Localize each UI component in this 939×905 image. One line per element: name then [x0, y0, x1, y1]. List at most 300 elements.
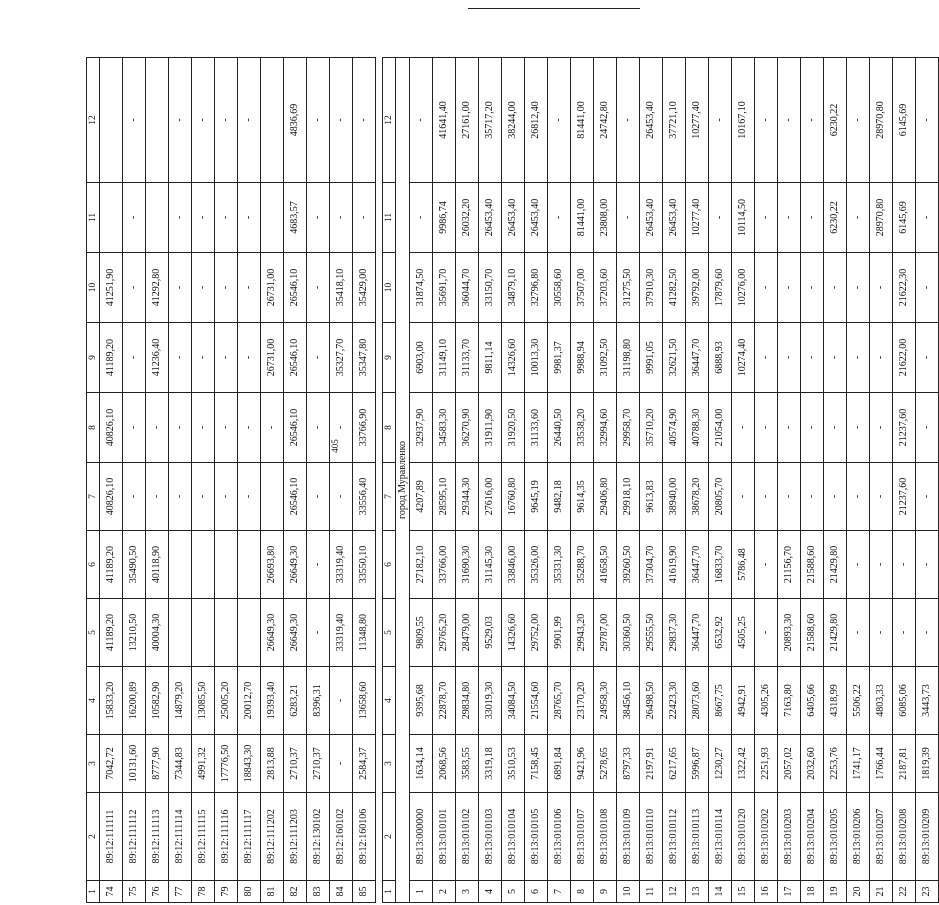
header-cell-2: 2 — [87, 793, 100, 881]
cell-col-2: 89:13:010202 — [755, 793, 778, 881]
cell-col-7: 38940,00 — [663, 463, 686, 531]
cell-col-7: 9614,35 — [571, 463, 594, 531]
cell-col-2: 89:13:010120 — [732, 793, 755, 881]
cell-col-9: 21622,00 — [893, 323, 916, 393]
cell-col-1: 74 — [100, 881, 123, 903]
cell-col-10: 34879,10 — [502, 253, 525, 323]
cell-col-7: 26546,10 — [284, 463, 307, 531]
cell-col-6 — [238, 531, 261, 599]
cell-col-12: - — [778, 58, 801, 183]
cell-col-5: 6532,92 — [709, 599, 732, 667]
cell-col-6: 31145,30 — [479, 531, 502, 599]
cell-col-2: 89:13:010109 — [617, 793, 640, 881]
cell-col-9: 6888,93 — [709, 323, 732, 393]
cell-col-2: 89:12:111203 — [284, 793, 307, 881]
cell-col-2: 89:12:111202 — [261, 793, 284, 881]
cell-col-9: - — [192, 323, 215, 393]
cell-col-9: 9811,14 — [479, 323, 502, 393]
cell-col-5: 29765,20 — [433, 599, 456, 667]
cell-col-12: 81441,00 — [571, 58, 594, 183]
cell-col-6: - — [870, 531, 893, 599]
cell-col-11: 10277,40 — [686, 183, 709, 253]
cell-col-8: - — [801, 393, 824, 463]
section-gap-cell — [376, 58, 383, 903]
table-row — [502, 58, 525, 903]
cell-col-11: 26453,40 — [525, 183, 548, 253]
cell-col-6: - — [847, 531, 870, 599]
cell-col-6 — [215, 531, 238, 599]
cell-col-10: 21622,30 — [893, 253, 916, 323]
cell-col-1: 79 — [215, 881, 238, 903]
cell-col-12: 38244,00 — [502, 58, 525, 183]
cell-col-1: 14 — [709, 881, 732, 903]
cell-col-9: - — [215, 323, 238, 393]
cell-col-5: - — [893, 599, 916, 667]
cell-col-4: 38456,10 — [617, 667, 640, 735]
cell-col-9: - — [778, 323, 801, 393]
cell-col-4: 7163,80 — [778, 667, 801, 735]
cell-col-11: 26453,40 — [479, 183, 502, 253]
header-cell-11: 11 — [87, 183, 100, 253]
table-row — [594, 58, 617, 903]
cell-col-1: 1 — [410, 881, 433, 903]
cell-col-1: 4 — [479, 881, 502, 903]
cell-col-2: 89:13:010204 — [801, 793, 824, 881]
cell-col-12: - — [307, 58, 330, 183]
cell-col-10: 41282,50 — [663, 253, 686, 323]
cell-col-5: 4505,25 — [732, 599, 755, 667]
cell-col-3: 5278,65 — [594, 735, 617, 793]
cell-col-7: - — [307, 463, 330, 531]
header-cell-4: 4 — [87, 667, 100, 735]
cell-col-2: 89:13:010113 — [686, 793, 709, 881]
cell-col-3: 17776,50 — [215, 735, 238, 793]
cell-col-8: 21054,00 — [709, 393, 732, 463]
cell-col-2: 89:12:130102 — [307, 793, 330, 881]
cell-col-6: 40118,90 — [146, 531, 169, 599]
cell-col-12: 41641,40 — [433, 58, 456, 183]
cell-col-8: 40574,90 — [663, 393, 686, 463]
header-cell-12: 12 — [383, 58, 396, 183]
cell-col-8: 32994,60 — [594, 393, 617, 463]
cell-col-7: 4207,89 — [410, 463, 433, 531]
cell-col-2: 89:12:111115 — [192, 793, 215, 881]
cell-col-8: 26546,10 — [284, 393, 307, 463]
cell-col-10: 37507,00 — [571, 253, 594, 323]
cell-col-7: - — [215, 463, 238, 531]
table-row — [571, 58, 594, 903]
cell-col-4: 13085,50 — [192, 667, 215, 735]
cell-col-3: 9421,96 — [571, 735, 594, 793]
cell-col-4: 16200,89 — [123, 667, 146, 735]
cell-col-10: 35429,00 — [353, 253, 376, 323]
cell-col-10: 33150,70 — [479, 253, 502, 323]
cell-col-11: - — [353, 183, 376, 253]
cell-col-12: - — [801, 58, 824, 183]
table-row — [847, 58, 870, 903]
cell-col-3: 10131,60 — [123, 735, 146, 793]
cell-col-4: 8396,31 — [307, 667, 330, 735]
cell-col-5: 9809,55 — [410, 599, 433, 667]
header-cell-10: 10 — [383, 253, 396, 323]
cell-col-7: 28595,10 — [433, 463, 456, 531]
cell-col-10: - — [870, 253, 893, 323]
cell-col-2: 89:13:010106 — [548, 793, 571, 881]
cell-col-12: 6145,69 — [893, 58, 916, 183]
cell-col-11: - — [916, 183, 939, 253]
cell-col-5: 20893,30 — [778, 599, 801, 667]
cell-col-7: 27616,00 — [479, 463, 502, 531]
table-row — [732, 58, 755, 903]
cell-col-12: 4836,69 — [284, 58, 307, 183]
cell-col-8: - — [824, 393, 847, 463]
header-cell-7: 7 — [383, 463, 396, 531]
cell-col-4: 34084,50 — [502, 667, 525, 735]
cell-col-9: 41189,20 — [100, 323, 123, 393]
cell-col-11: - — [755, 183, 778, 253]
header-cell-9: 9 — [383, 323, 396, 393]
cell-col-7: 9482,18 — [548, 463, 571, 531]
cell-col-2: 89:12:160106 — [353, 793, 376, 881]
cell-col-11: - — [778, 183, 801, 253]
cell-col-10: - — [755, 253, 778, 323]
cell-col-3: 2057,02 — [778, 735, 801, 793]
cell-col-4: 8667,75 — [709, 667, 732, 735]
cell-col-10: 35418,10 — [330, 253, 353, 323]
cell-col-10: 31874,50 — [410, 253, 433, 323]
table-row — [456, 58, 479, 903]
cell-col-10: 26546,10 — [284, 253, 307, 323]
cell-col-12: 35717,20 — [479, 58, 502, 183]
cell-col-5: - — [755, 599, 778, 667]
cell-col-9: - — [870, 323, 893, 393]
cell-col-5: 21429,80 — [824, 599, 847, 667]
table-row — [479, 58, 502, 903]
cell-col-9: 35327,70 — [330, 323, 353, 393]
cell-col-12: - — [847, 58, 870, 183]
cell-col-3: 6217,65 — [663, 735, 686, 793]
cell-col-12: 26812,40 — [525, 58, 548, 183]
cell-col-8: - — [307, 393, 330, 463]
cell-col-9: - — [801, 323, 824, 393]
cell-col-2: 89:13:000000 — [410, 793, 433, 881]
cell-col-11: - — [330, 183, 353, 253]
cell-col-11: - — [215, 183, 238, 253]
table-row — [617, 58, 640, 903]
cell-col-3: - — [330, 735, 353, 793]
cell-col-1: 9 — [594, 881, 617, 903]
cell-col-1: 15 — [732, 881, 755, 903]
cell-col-4: 5506,22 — [847, 667, 870, 735]
cell-col-12: 24742,80 — [594, 58, 617, 183]
rotated-table-page — [86, 58, 932, 903]
cell-col-1: 7 — [548, 881, 571, 903]
cell-col-5: 40004,30 — [146, 599, 169, 667]
cell-col-2: 89:13:010207 — [870, 793, 893, 881]
header-cell-9: 9 — [87, 323, 100, 393]
cell-col-2: 89:12:111114 — [169, 793, 192, 881]
cell-col-12 — [261, 58, 284, 183]
cell-col-6: 41189,20 — [100, 531, 123, 599]
cell-col-9: - — [123, 323, 146, 393]
cell-col-10: 39792,00 — [686, 253, 709, 323]
cell-col-12: 37721,10 — [663, 58, 686, 183]
cell-col-5: 41189,20 — [100, 599, 123, 667]
cell-col-4: 6085,06 — [893, 667, 916, 735]
table-row — [330, 58, 353, 903]
cell-col-7: - — [169, 463, 192, 531]
header-cell-12: 12 — [87, 58, 100, 183]
cell-col-1: 81 — [261, 881, 284, 903]
cell-col-3: 5996,87 — [686, 735, 709, 793]
header-cell-11: 11 — [383, 183, 396, 253]
cell-col-2: 89:12:111117 — [238, 793, 261, 881]
cell-col-7: 38678,20 — [686, 463, 709, 531]
cell-col-12: 10277,40 — [686, 58, 709, 183]
cell-col-8: - — [215, 393, 238, 463]
top-rule — [468, 8, 640, 9]
cell-col-12 — [146, 58, 169, 183]
cell-col-12: - — [916, 58, 939, 183]
table-row — [709, 58, 732, 903]
cell-col-8: 40826,10 — [100, 393, 123, 463]
cell-col-11: - — [238, 183, 261, 253]
cell-col-5: 21588,60 — [801, 599, 824, 667]
cell-col-1: 17 — [778, 881, 801, 903]
cell-col-8: 31920,50 — [502, 393, 525, 463]
header-cell-5: 5 — [383, 599, 396, 667]
cell-col-12: 27161,00 — [456, 58, 479, 183]
cell-col-11: 4683,57 — [284, 183, 307, 253]
cell-col-8: - — [870, 393, 893, 463]
cell-col-10: - — [123, 253, 146, 323]
cell-col-9: - — [847, 323, 870, 393]
cell-col-11: 9986,74 — [433, 183, 456, 253]
table-row — [525, 58, 548, 903]
cell-col-4: 15833,20 — [100, 667, 123, 735]
cell-col-5: 29787,00 — [594, 599, 617, 667]
cell-col-3: 18843,30 — [238, 735, 261, 793]
table-row — [192, 58, 215, 903]
cell-col-8: 32937,90 — [410, 393, 433, 463]
cell-col-4: 6283,21 — [284, 667, 307, 735]
cell-col-9: 31092,50 — [594, 323, 617, 393]
table-row — [146, 58, 169, 903]
cell-col-2: 89:13:010114 — [709, 793, 732, 881]
cell-col-7: - — [916, 463, 939, 531]
cell-col-10: - — [169, 253, 192, 323]
cell-col-6: 33766,00 — [433, 531, 456, 599]
table-row — [261, 58, 284, 903]
cell-col-12: - — [169, 58, 192, 183]
cell-col-7: - — [824, 463, 847, 531]
cell-col-10: 31275,50 — [617, 253, 640, 323]
cell-col-5: 9529,03 — [479, 599, 502, 667]
cell-col-4: - — [330, 667, 353, 735]
cell-col-2: 89:13:010206 — [847, 793, 870, 881]
table-row — [916, 58, 939, 903]
cell-col-1: 2 — [433, 881, 456, 903]
cell-col-5 — [238, 599, 261, 667]
cell-col-2: 89:12:111111 — [100, 793, 123, 881]
cell-col-1: 85 — [353, 881, 376, 903]
table-row — [100, 58, 123, 903]
cell-col-4: 23170,20 — [571, 667, 594, 735]
cell-col-10: 36044,70 — [456, 253, 479, 323]
cell-col-7: 9613,83 — [640, 463, 663, 531]
table-row — [284, 58, 307, 903]
cell-col-1: 18 — [801, 881, 824, 903]
cell-col-11: - — [192, 183, 215, 253]
cell-col-5: 13210,50 — [123, 599, 146, 667]
cell-col-11: - — [801, 183, 824, 253]
cell-col-4: 22423,30 — [663, 667, 686, 735]
cell-col-8: - — [778, 393, 801, 463]
cell-col-12: - — [123, 58, 146, 183]
cell-col-2: 89:13:010209 — [916, 793, 939, 881]
cell-col-3: 7158,45 — [525, 735, 548, 793]
cell-col-10: 10276,00 — [732, 253, 755, 323]
cell-col-4: 13658,60 — [353, 667, 376, 735]
cell-col-2: 89:13:010205 — [824, 793, 847, 881]
cell-col-2: 89:13:010112 — [663, 793, 686, 881]
header-row — [383, 58, 396, 903]
cell-col-9: 10013,30 — [525, 323, 548, 393]
city-title-row — [396, 58, 410, 903]
cell-col-10: 30558,60 — [548, 253, 571, 323]
cell-col-9: 6903,00 — [410, 323, 433, 393]
cell-col-6: 21429,80 — [824, 531, 847, 599]
cell-col-6: - — [307, 531, 330, 599]
cell-col-1: 19 — [824, 881, 847, 903]
cell-col-2: 89:13:010108 — [594, 793, 617, 881]
table-row — [238, 58, 261, 903]
cell-col-12: - — [330, 58, 353, 183]
cell-col-1: 78 — [192, 881, 215, 903]
cell-col-6: 35326,00 — [525, 531, 548, 599]
header-cell-3: 3 — [383, 735, 396, 793]
cell-col-12: 26453,40 — [640, 58, 663, 183]
cell-col-6: 35288,70 — [571, 531, 594, 599]
cell-col-11: 28970,80 — [870, 183, 893, 253]
cell-col-1: 83 — [307, 881, 330, 903]
header-cell-2: 2 — [383, 793, 396, 881]
cell-col-6: 36447,70 — [686, 531, 709, 599]
cell-col-10: - — [192, 253, 215, 323]
cell-col-4: 22878,70 — [433, 667, 456, 735]
header-cell-7: 7 — [87, 463, 100, 531]
cell-col-5: 26649,30 — [284, 599, 307, 667]
cell-col-7: - — [755, 463, 778, 531]
table-row — [353, 58, 376, 903]
cell-col-4: 6405,66 — [801, 667, 824, 735]
cell-col-1: 3 — [456, 881, 479, 903]
cell-col-10: 32796,80 — [525, 253, 548, 323]
table-row — [778, 58, 801, 903]
cell-col-8: - — [238, 393, 261, 463]
cell-col-12: - — [548, 58, 571, 183]
cell-col-6: 41658,50 — [594, 531, 617, 599]
table-row — [755, 58, 778, 903]
cell-col-8: 21237,60 — [893, 393, 916, 463]
cell-col-2: 89:13:010101 — [433, 793, 456, 881]
cell-col-1: 21 — [870, 881, 893, 903]
cell-col-4: 4305,26 — [755, 667, 778, 735]
cell-col-11: 6145,69 — [893, 183, 916, 253]
cell-col-1: 84 — [330, 881, 353, 903]
cell-col-1: 20 — [847, 881, 870, 903]
cell-col-3: 1634,14 — [410, 735, 433, 793]
header-row — [87, 58, 100, 903]
cell-col-11: - — [617, 183, 640, 253]
cell-col-2: 89:12:111116 — [215, 793, 238, 881]
cell-col-7: - — [801, 463, 824, 531]
cell-col-6: 26649,30 — [284, 531, 307, 599]
cell-col-2: 89:13:010110 — [640, 793, 663, 881]
cell-col-1: 5 — [502, 881, 525, 903]
cell-col-9: 9981,37 — [548, 323, 571, 393]
cell-col-9: 9988,94 — [571, 323, 594, 393]
cell-col-4: 24958,30 — [594, 667, 617, 735]
cell-col-12: 28970,80 — [870, 58, 893, 183]
cell-col-5: 33319,40 — [330, 599, 353, 667]
cell-col-8: 33766,90 — [353, 393, 376, 463]
cell-col-6: 16833,70 — [709, 531, 732, 599]
cell-col-5: 36447,70 — [686, 599, 709, 667]
cell-col-10: - — [215, 253, 238, 323]
cell-col-7: 33556,40 — [353, 463, 376, 531]
cell-col-3: 7344,83 — [169, 735, 192, 793]
cell-col-2: 89:12:111112 — [123, 793, 146, 881]
cell-col-1: 82 — [284, 881, 307, 903]
cell-col-6: - — [755, 531, 778, 599]
cell-col-8: - — [192, 393, 215, 463]
cell-col-6: 35331,30 — [548, 531, 571, 599]
cell-col-1: 22 — [893, 881, 916, 903]
table-row — [870, 58, 893, 903]
cell-col-5: 28479,00 — [456, 599, 479, 667]
page-number: 405 — [330, 439, 340, 453]
cell-col-1: 10 — [617, 881, 640, 903]
cell-col-7: 20805,70 — [709, 463, 732, 531]
cell-col-11: 26453,40 — [640, 183, 663, 253]
cell-col-5: 29943,20 — [571, 599, 594, 667]
cell-col-3: 8797,33 — [617, 735, 640, 793]
cell-col-8: 40788,30 — [686, 393, 709, 463]
cell-col-4: 21554,60 — [525, 667, 548, 735]
cell-col-1: 80 — [238, 881, 261, 903]
cell-col-2: 89:12:111113 — [146, 793, 169, 881]
cell-col-11: 81441,00 — [571, 183, 594, 253]
cell-col-9: 32621,50 — [663, 323, 686, 393]
cell-col-1: 23 — [916, 881, 939, 903]
cell-col-6: 39260,50 — [617, 531, 640, 599]
cell-col-7: - — [870, 463, 893, 531]
table-row — [663, 58, 686, 903]
cell-col-12: 6230,22 — [824, 58, 847, 183]
cell-col-9: 31149,10 — [433, 323, 456, 393]
cell-col-8: - — [732, 393, 755, 463]
cell-col-1: 13 — [686, 881, 709, 903]
cell-col-3: 2710,37 — [284, 735, 307, 793]
cell-col-6 — [169, 531, 192, 599]
cell-col-12: - — [617, 58, 640, 183]
table-row — [410, 58, 433, 903]
cell-col-5: - — [916, 599, 939, 667]
cell-col-11: - — [307, 183, 330, 253]
cell-col-1: 12 — [663, 881, 686, 903]
cell-col-5: 29837,30 — [663, 599, 686, 667]
